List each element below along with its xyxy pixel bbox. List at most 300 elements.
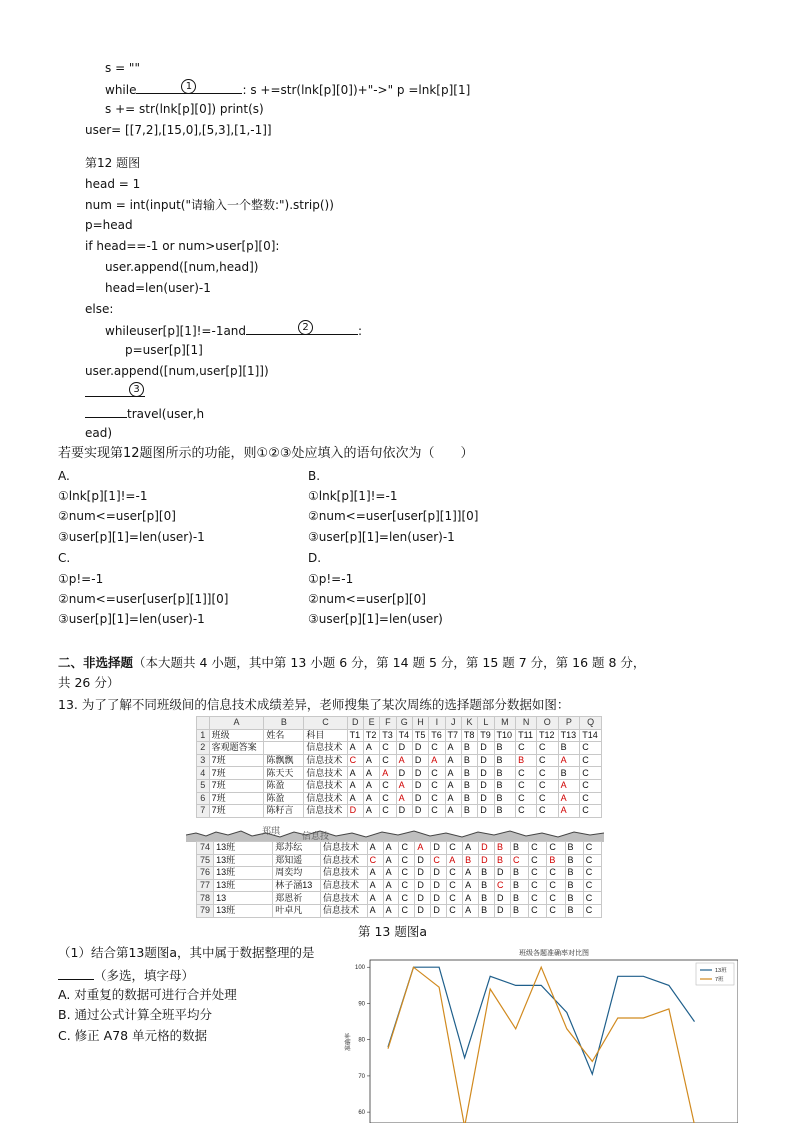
table-cell: C [529,842,547,855]
table-cell: B [510,867,528,880]
option-d-line3: ③user[p][1]=len(user) [308,612,443,626]
table-cell: C [580,742,602,755]
answer-blank[interactable] [58,966,94,980]
table-cell: C [429,805,445,818]
table-cell: C [367,854,383,867]
table-cell: C [537,742,559,755]
table-row [197,767,602,780]
table-cell: D [478,742,494,755]
table-cell: B [461,754,477,767]
code-line: head = 1 [85,177,141,191]
table-cell: C [447,879,463,892]
table-cell: 姓名 [264,729,304,742]
table-cell: B [565,854,583,867]
table-cell: A [463,879,479,892]
code-line-while [105,80,470,98]
row-number: 74 [197,842,214,855]
table-cell: C [516,742,537,755]
table-cell: C [516,767,537,780]
y-tick-label: 80 [358,1037,365,1044]
table-cell: 信息技术 [321,854,368,867]
table-cell: D [412,754,428,767]
table-cell: T8 [461,729,477,742]
table-cell: C [447,892,463,905]
table-cell: C [529,892,547,905]
table-cell: A [367,904,383,917]
table-cell: 信息技术 [304,805,347,818]
table-cell: A [383,842,399,855]
torn-fragment: 郑琪 [262,827,281,837]
table-cell: B [510,842,528,855]
table-cell: A [415,842,431,855]
table-row [197,729,602,742]
table-cell: D [412,742,428,755]
table-row [197,792,602,805]
table-cell: 13班 [214,854,273,867]
table-cell: A [380,767,396,780]
table-cell: C [547,879,565,892]
table-cell: 周奕均 [273,867,321,880]
table-cell: A [445,754,461,767]
table-cell: A [367,892,383,905]
table-cell: A [367,842,383,855]
table-cell: B [461,805,477,818]
table-cell: B [494,792,516,805]
table-cell: D [431,892,447,905]
table-cell: 陈盈 [264,779,304,792]
table-cell: D [412,779,428,792]
subquestion-hint: （多选，填字母） [94,968,195,983]
table-cell: 叶卓凡 [273,904,321,917]
column-header: J [445,717,461,730]
option-label-a: A. [58,469,70,483]
option-a-line3: ③user[p][1]=len(user)-1 [58,530,205,544]
code-line: user= [[7,2],[15,0],[5,3],[1,-1]] [85,123,272,137]
y-tick-label: 70 [358,1073,365,1080]
table-cell: A [367,879,383,892]
table-cell: A [383,879,399,892]
table-cell: C [399,892,415,905]
option-b-line2: ②num<=user[user[p][1]][0] [308,509,479,523]
table-cell: A [363,742,379,755]
circled-number: 3 [129,382,144,397]
option-c-line1: ①p!=-1 [58,572,104,586]
table-cell: B [510,892,528,905]
question-13-stem: 13. 为了了解不同班级间的信息技术成绩差异，老师搜集了某次周练的选择题部分数据如图： [58,697,570,712]
table-cell: D [478,792,494,805]
spreadsheet-top [196,716,602,818]
table-cell: C [537,754,559,767]
table-cell: B [461,792,477,805]
row-number: 77 [197,879,214,892]
table-cell: C [399,842,415,855]
y-axis-ticks [355,965,370,1116]
table-cell: 郑知遥 [273,854,321,867]
table-cell: 7班 [209,754,264,767]
code-line: p=user[p][1] [125,343,203,357]
option-a-line2: ②num<=user[p][0] [58,509,176,523]
blank-1 [136,80,242,94]
table-cell: C [583,879,601,892]
table-cell: C [529,854,547,867]
circled-number: 1 [181,79,196,94]
table-cell: A [363,754,379,767]
blank-2 [246,321,358,335]
table-cell: D [479,842,495,855]
table-cell: D [478,805,494,818]
table-cell: A [463,867,479,880]
table-cell: 7班 [209,779,264,792]
table-cell: D [431,842,447,855]
blank-4 [85,404,127,418]
section-title: 二、非选择题 [58,655,134,670]
table-cell: 13班 [214,867,273,880]
table-cell: C [583,854,601,867]
column-header: G [396,717,412,730]
table-cell: C [380,805,396,818]
torn-edge [186,828,604,842]
table-cell: 班级 [209,729,264,742]
table-cell: C [547,892,565,905]
table-cell: A [558,792,580,805]
row-number: 75 [197,854,214,867]
table-cell: D [478,767,494,780]
table-cell: B [461,767,477,780]
table-cell: C [580,754,602,767]
table-cell: 7班 [209,792,264,805]
figure-caption: 第12 题图 [85,156,141,170]
code-line-while [105,321,362,339]
table-cell: C [380,742,396,755]
table-cell: T4 [396,729,412,742]
table-cell: A [429,754,445,767]
table-cell: C [529,904,547,917]
table-row [197,754,602,767]
blank-3 [85,383,145,397]
row-number: 2 [197,742,210,755]
table-cell: 信息技术 [321,842,368,855]
table-cell: C [429,779,445,792]
table-cell: D [412,767,428,780]
table-cell: C [547,867,565,880]
table-row [197,842,602,855]
table-cell: T5 [412,729,428,742]
table-cell: B [479,904,495,917]
table-cell: B [461,742,477,755]
legend-label: 13班 [715,968,727,974]
section-heading [58,655,645,671]
table-row [197,779,602,792]
table-cell: A [383,892,399,905]
table-cell: 科目 [304,729,347,742]
table-cell: C [537,767,559,780]
row-number: 1 [197,729,210,742]
table-cell: B [510,904,528,917]
y-axis-label: 准确率 [346,1032,352,1052]
table-cell: 13班 [214,842,273,855]
table-cell: C [447,904,463,917]
table-cell: 信息技术 [321,879,368,892]
table-cell: T10 [494,729,516,742]
table-cell: 信息技术 [304,779,347,792]
table-cell: T12 [537,729,559,742]
table-cell: 13班 [214,879,273,892]
code-text: : s +=str(lnk[p][0])+"->" p =lnk[p][1] [242,83,471,97]
table-cell: A [383,904,399,917]
legend-label: 7班 [715,977,724,983]
table-cell: D [396,742,412,755]
y-tick-label: 100 [354,965,365,972]
table-row [197,867,602,880]
table-cell: D [347,805,363,818]
option-b-line1: ①lnk[p][1]!=-1 [308,489,398,503]
y-tick-label: 90 [358,1001,365,1008]
table-cell: C [529,879,547,892]
table-cell: B [516,754,537,767]
code-line: num = int(input("请输入一个整数:").strip()) [85,198,334,212]
figure-caption-13a: 第 13 题图a [358,924,428,939]
table-cell: C [431,854,447,867]
table-cell: D [495,892,511,905]
column-header: P [558,717,580,730]
column-header: K [461,717,477,730]
option-d-line2: ②num<=user[p][0] [308,592,426,606]
code-line: user.append([num,head]) [105,260,259,274]
table-row [197,879,602,892]
option-13-b: B. 通过公式计算全班平均分 [58,1007,213,1022]
table-cell: D [415,904,431,917]
table-cell: T7 [445,729,461,742]
spreadsheet-bottom [196,841,602,918]
chart-legend [696,963,734,985]
table-cell: B [494,767,516,780]
table-cell: A [383,854,399,867]
table-row [197,805,602,818]
row-number: 7 [197,805,210,818]
table-cell: C [380,792,396,805]
table-cell: A [463,904,479,917]
table-cell: B [494,779,516,792]
table-cell: 信息技术 [304,767,347,780]
table-cell: C [380,779,396,792]
column-header: N [516,717,537,730]
code-text: : [358,324,363,338]
table-cell: C [399,867,415,880]
table-cell: A [347,779,363,792]
section-desc-line2: 共 26 分） [58,675,120,690]
table-cell: A [363,792,379,805]
column-header: H [412,717,428,730]
table-cell: D [412,792,428,805]
table-cell: 陈飘飘 [264,754,304,767]
table-cell: B [479,879,495,892]
table-row [197,904,602,917]
table-cell: C [516,792,537,805]
table-cell: 信息技术 [304,792,347,805]
table-cell: C [537,779,559,792]
table-cell: 13 [214,892,273,905]
column-header: C [304,717,347,730]
table-cell: C [399,904,415,917]
table-cell: A [367,867,383,880]
table-cell: A [445,805,461,818]
column-header: L [478,717,494,730]
table-cell: D [415,892,431,905]
table-cell: A [558,779,580,792]
table-cell: D [431,867,447,880]
table-cell: B [494,742,516,755]
table-cell: 信息技术 [321,892,368,905]
table-cell: B [494,805,516,818]
table-cell: A [558,754,580,767]
table-cell: B [495,842,511,855]
option-c-line2: ②num<=user[user[p][1]][0] [58,592,229,606]
column-header: E [363,717,379,730]
option-13-c: C. 修正 A78 单元格的数据 [58,1028,208,1043]
table-cell: B [461,779,477,792]
option-label-b: B. [308,469,321,483]
table-cell: D [495,904,511,917]
table-cell: D [415,879,431,892]
table-cell: B [558,767,580,780]
plot-area [370,960,738,1123]
option-label-d: D. [308,551,322,565]
table-cell: C [537,805,559,818]
table-cell: B [565,867,583,880]
accuracy-line-chart [340,942,738,1123]
option-d-line1: ①p!=-1 [308,572,354,586]
code-line: user.append([num,user[p][1]]) [85,364,269,378]
table-cell: B [479,892,495,905]
table-cell: T11 [516,729,537,742]
code-line [85,404,204,422]
option-b-line3: ③user[p][1]=len(user)-1 [308,530,455,544]
table-cell: 陈天天 [264,767,304,780]
table-cell: D [412,805,428,818]
code-line: head=len(user)-1 [105,281,211,295]
y-tick-label: 60 [358,1110,365,1117]
table-cell: T13 [558,729,580,742]
table-cell: B [565,904,583,917]
table-cell: B [547,854,565,867]
option-13-a: A. 对重复的数据可进行合并处理 [58,987,237,1002]
table-cell: T3 [380,729,396,742]
code-line: ead) [85,426,113,440]
row-number: 76 [197,867,214,880]
table-cell: 林子涵13 [273,879,321,892]
column-header: B [264,717,304,730]
table-cell: A [445,792,461,805]
table-cell: C [347,754,363,767]
table-cell: A [396,792,412,805]
code-line: if head==-1 or num>user[p][0]: [85,239,280,253]
table-cell: C [399,879,415,892]
table-cell: D [479,854,495,867]
column-header: D [347,717,363,730]
table-cell: B [510,879,528,892]
table-cell: C [516,805,537,818]
table-cell: C [516,779,537,792]
table-cell: D [478,754,494,767]
circled-number: 2 [298,320,313,335]
code-text: travel(user,h [127,407,205,421]
table-cell: D [415,854,431,867]
table-cell: B [565,892,583,905]
table-cell: B [479,867,495,880]
table-cell: A [445,767,461,780]
table-cell: A [463,842,479,855]
table-cell: 信息技术 [304,742,347,755]
table-cell: T1 [347,729,363,742]
table-cell: C [429,792,445,805]
table-cell: A [347,742,363,755]
code-line: else: [85,302,114,316]
table-cell: A [383,867,399,880]
table-cell: B [494,754,516,767]
code-line-blank3 [85,383,145,401]
table-cell: A [363,767,379,780]
code-line: s = "" [105,61,140,75]
table-cell: C [547,842,565,855]
question-stem: 若要实现第12题图所示的功能，则①②③处应填入的语句依次为（ ） [58,446,474,461]
subquestion-1: （1）结合第13题图a，其中属于数据整理的是 [58,945,315,960]
table-cell: A [363,779,379,792]
table-cell: C [537,792,559,805]
code-line: s += str(lnk[p][0]) print(s) [105,102,264,116]
table-cell: C [447,867,463,880]
section-desc: （本大题共 4 小题，其中第 13 小题 6 分，第 14 题 5 分，第 15 题 7 分，第 16 题 8 分， [133,655,646,670]
table-cell: A [558,805,580,818]
table-cell: A [347,792,363,805]
table-cell: 7班 [209,767,264,780]
torn-fragment: 信息技 [302,832,330,842]
option-a-line1: ①lnk[p][1]!=-1 [58,489,148,503]
table-cell: A [447,854,463,867]
table-cell: 郑恩祈 [273,892,321,905]
table-cell: C [583,892,601,905]
table-cell: A [445,742,461,755]
column-header: F [380,717,396,730]
table-cell: C [429,767,445,780]
table-cell: C [510,854,528,867]
table-cell: 信息技术 [321,867,368,880]
table-cell: C [580,792,602,805]
row-number: 79 [197,904,214,917]
row-number: 78 [197,892,214,905]
table-cell: 13班 [214,904,273,917]
code-line: p=head [85,218,133,232]
table-cell: D [431,879,447,892]
table-cell: C [547,904,565,917]
table-cell: A [363,805,379,818]
table-cell: B [463,854,479,867]
row-number: 5 [197,779,210,792]
table-cell: C [495,879,511,892]
table-cell: D [478,779,494,792]
table-cell: A [463,892,479,905]
table-cell: C [583,904,601,917]
table-cell: C [583,867,601,880]
table-cell: D [396,805,412,818]
column-header-row [197,717,602,730]
code-text: whileuser[p][1]!=-1and [105,324,247,338]
column-header [197,717,210,730]
table-cell: T14 [580,729,602,742]
table-cell: 陈籽言 [264,805,304,818]
table-cell [264,742,304,755]
table-cell: C [447,842,463,855]
table-cell: C [580,779,602,792]
